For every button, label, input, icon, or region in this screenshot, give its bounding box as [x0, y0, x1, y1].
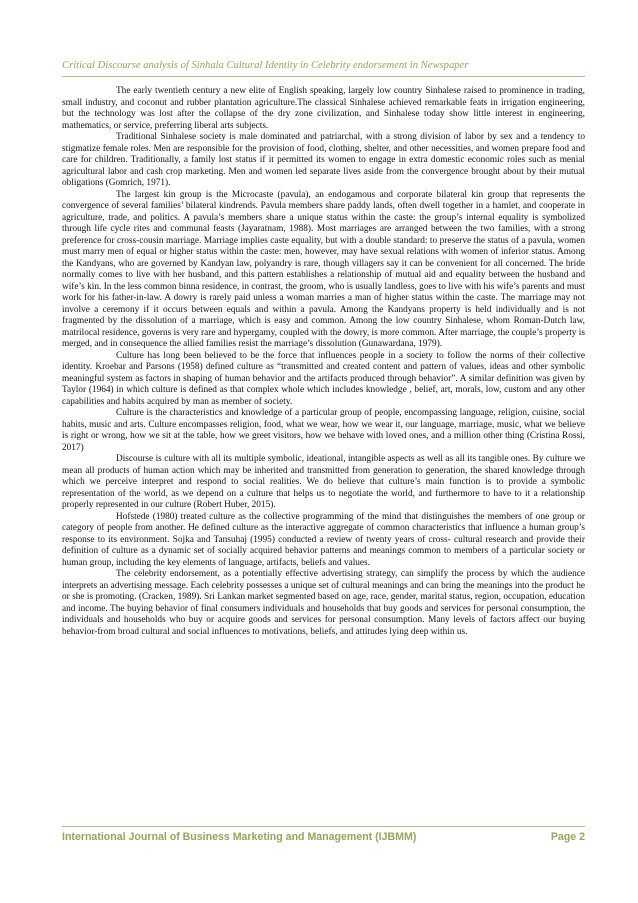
page-number: Page 2: [550, 831, 585, 843]
paragraph-5: Culture is the characteristics and knowledge of a particular group of people, encompassing language, religion, cuisine, social habits, music and arts. Culture encompasses religion, food, what we wear, how we wear it, our language, marriage, music, what we believe is right or wrong, how we sit at the table, how we greet visitors, how we behave with loved ones, and a million other thing (Cristina Rossi, 2017): [62, 408, 585, 453]
journal-name: International Journal of Business Marketing and Management (IJBMM): [62, 831, 417, 843]
paragraph-2: Traditional Sinhalese society is male dominated and patriarchal, with a strong division of labor by sex and a tendency to stigmatize female roles. Men are responsible for the provision of food, clothing, shelter, and other necessities, and women prepare food and care for children. Traditionally, a family lost status if it permitted its women to engage in extra domestic economic roles such as menial agricultural labor and cash crop marketing. Men and women led separate lives aside from the convergence brought about by their mutual obligations (Gomrich, 1971).: [62, 132, 585, 188]
article-body: [62, 86, 585, 638]
paragraph-4: Culture has long been believed to be the force that influences people in a society to follow the norms of their collective identity. Kroebar and Parsons (1958) defined culture as “transmitted and created content and pattern of values, ideas and other symbolic meaningful system as factors in shaping of human behavior and the artifacts produced through behavior”. A similar definition was given by Taylor (1964) in which culture is defined as that complex whole which includes knowledge , belief, art, morals, low, custom and any other capabilities and habits acquired by man as member of society.: [62, 350, 585, 407]
paragraph-3: The largest kin group is the Microcaste (pavula), an endogamous and corporate bilateral kin group that represents the convergence of several families’ bilateral kindrends. Pavula members share paddy lands, often dwell together in a hamlet, and cooperate in agriculture, trade, and politics. A pavula’s members share a unique status within the caste: the group’s internal equality is symbolized through life cycle rites and communal feasts (Jayaratnam, 1988). Most marriages are arranged between the two families, with a strong preference for cross-cousin marriage. Marriage implies caste equality, but with a double standard: to preserve the status of a pavula, women must marry men of equal or higher status within the caste: men, however, may have sexual relations with women of inferior status. Among the Kandyans, who are governed by Kandyan law, polyandry is rare, though villagers say it can be convenient for all concerned. The bride normally comes to live with her husband, and this pattern establishes a relationship of mutual aid and equality between the husband and wife’s kin. In the less common binna residence, in contrast, the groom, who is usually landless, goes to live with his wife’s parents and must work for his father-in-law. A dowry is rarely paid unless a woman marries a man of higher status within the caste. The marriage may not involve a ceremony if it occurs between equals and within a pavula. Among the Kandyans property is held individually and is not fragmented by the dissolution of a marriage, which is easy and common. Among the low country Sinhalese, whom Roman-Dutch law, matrilocal residence, governs is very rare and hypergamy, coupled with the dowry, is more common. After marriage, the couple’s property is merged, and in consequence the allied families resist the marriage’s dissolution (Gunawardana, 1979).: [62, 189, 585, 349]
header-divider: [62, 76, 585, 77]
paragraph-1: The early twentieth century a new elite of English speaking, largely low country Sinhalese raised to prominence in trading, small industry, and coconut and rubber plantation agriculture.The classical Sinhalese achieved remarkable feats in irrigation engineering, but the technology was lost after the collapse of the dry zone civilization, and Sinhalese today show little interest in engineering, mathematics, or service, preferring liberal arts subjects.: [62, 86, 585, 131]
running-header: Critical Discourse analysis of Sinhala Cultural Identity in Celebrity endorsement in Newspaper: [62, 60, 469, 71]
paragraph-6: Discourse is culture with all its multiple symbolic, ideational, intangible aspects as well as all its tangible ones. By culture we mean all products of human action which may be inherited and transmitted from generation to generation, the shared knowledge through which we perceive interpret and respond to social realities. We do believe that culture’s main function is to provide a symbolic representation of the world, as we depend on a culture that helps us to negotiate the world, and furthermore to have to it a relationship properly represented in our culture (Robert Huber, 2015).: [62, 454, 585, 510]
paragraph-8: The celebrity endorsement, as a potentially effective advertising strategy, can simplify the process by which the audience interprets an advertising message. Each celebrity possesses a unique set of cultural meanings and can bring the meanings into the product he or she is promoting. (Cracken, 1989). Sri Lankan market segmented based on age, race, gender, marital status, region, occupation, education and income. The buying behavior of final consumers individuals and households that buy goods and services for personal consumption, the individuals and households who buy or acquire goods and services for personal consumption. Many levels of factors affect our buying behavior-from broad cultural and social influences to motivations, beliefs, and attitudes lying deep within us.: [62, 569, 585, 637]
paragraph-7: Hofstede (1980) treated culture as the collective programming of the mind that distinguishes the members of one group or category of people from another. He defined culture as the interactive aggregate of common characteristics that influence a human group’s response to its environment. Sojka and Tansuhaj (1995) conducted a review of twenty years of cross- cultural research and provide their definition of culture as a dynamic set of socially acquired behavior patterns and meanings common to members of a particular society or human group, including the key elements of language, artifacts, beliefs and values.: [62, 511, 585, 568]
footer-divider: [62, 826, 585, 827]
